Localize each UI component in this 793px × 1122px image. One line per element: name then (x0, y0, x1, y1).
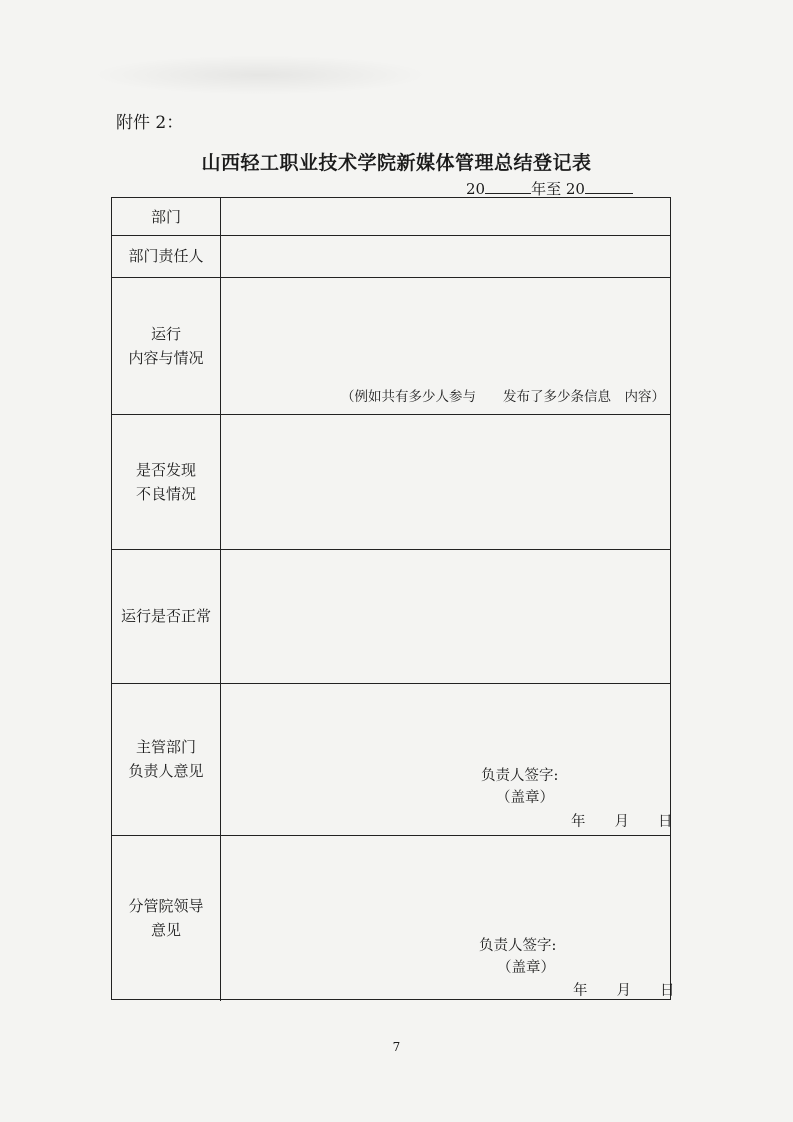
content-field[interactable] (221, 277, 671, 414)
leader-sign-label: 负责人签字: (479, 938, 557, 954)
supervisor-field[interactable] (221, 683, 671, 835)
end-year-blank[interactable] (585, 178, 633, 194)
leader-date-label: 年 月 日 (573, 983, 675, 999)
supervisor-date-label: 年 月 日 (571, 814, 673, 830)
leader-label: 分管院领导 意见 (128, 897, 204, 939)
issues-field[interactable] (221, 414, 671, 549)
content-hint: （例如共有多少人参与 发布了多少条信息 内容） (341, 389, 665, 405)
normal-label: 运行是否正常 (120, 607, 211, 625)
dept-head-field[interactable] (221, 235, 671, 277)
leader-seal-label: （盖章） (497, 960, 555, 976)
form-title: 山西轻工职业技术学院新媒体管理总结登记表 (201, 152, 592, 174)
period-line (466, 178, 633, 199)
dept-head-label: 部门责任人 (128, 247, 204, 265)
period-prefix: 20 (466, 180, 486, 198)
dept-label: 部门 (150, 207, 181, 226)
supervisor-label: 主管部门 负责人意见 (128, 738, 204, 780)
attachment-label: 附件 2： (116, 113, 184, 133)
supervisor-seal-label: （盖章） (496, 790, 554, 806)
scan-smudge (90, 55, 430, 95)
period-middle: 年至 20 (531, 180, 585, 198)
start-year-blank[interactable] (485, 178, 531, 194)
page-number: 7 (392, 1040, 401, 1054)
content-label: 运行 内容与情况 (128, 324, 204, 367)
supervisor-sign-label: 负责人签字: (481, 768, 559, 784)
issues-label: 是否发现 不良情况 (135, 460, 196, 503)
normal-field[interactable] (221, 549, 671, 683)
leader-field[interactable] (221, 835, 675, 1001)
dept-field[interactable] (221, 198, 671, 235)
registration-table (111, 197, 675, 1000)
